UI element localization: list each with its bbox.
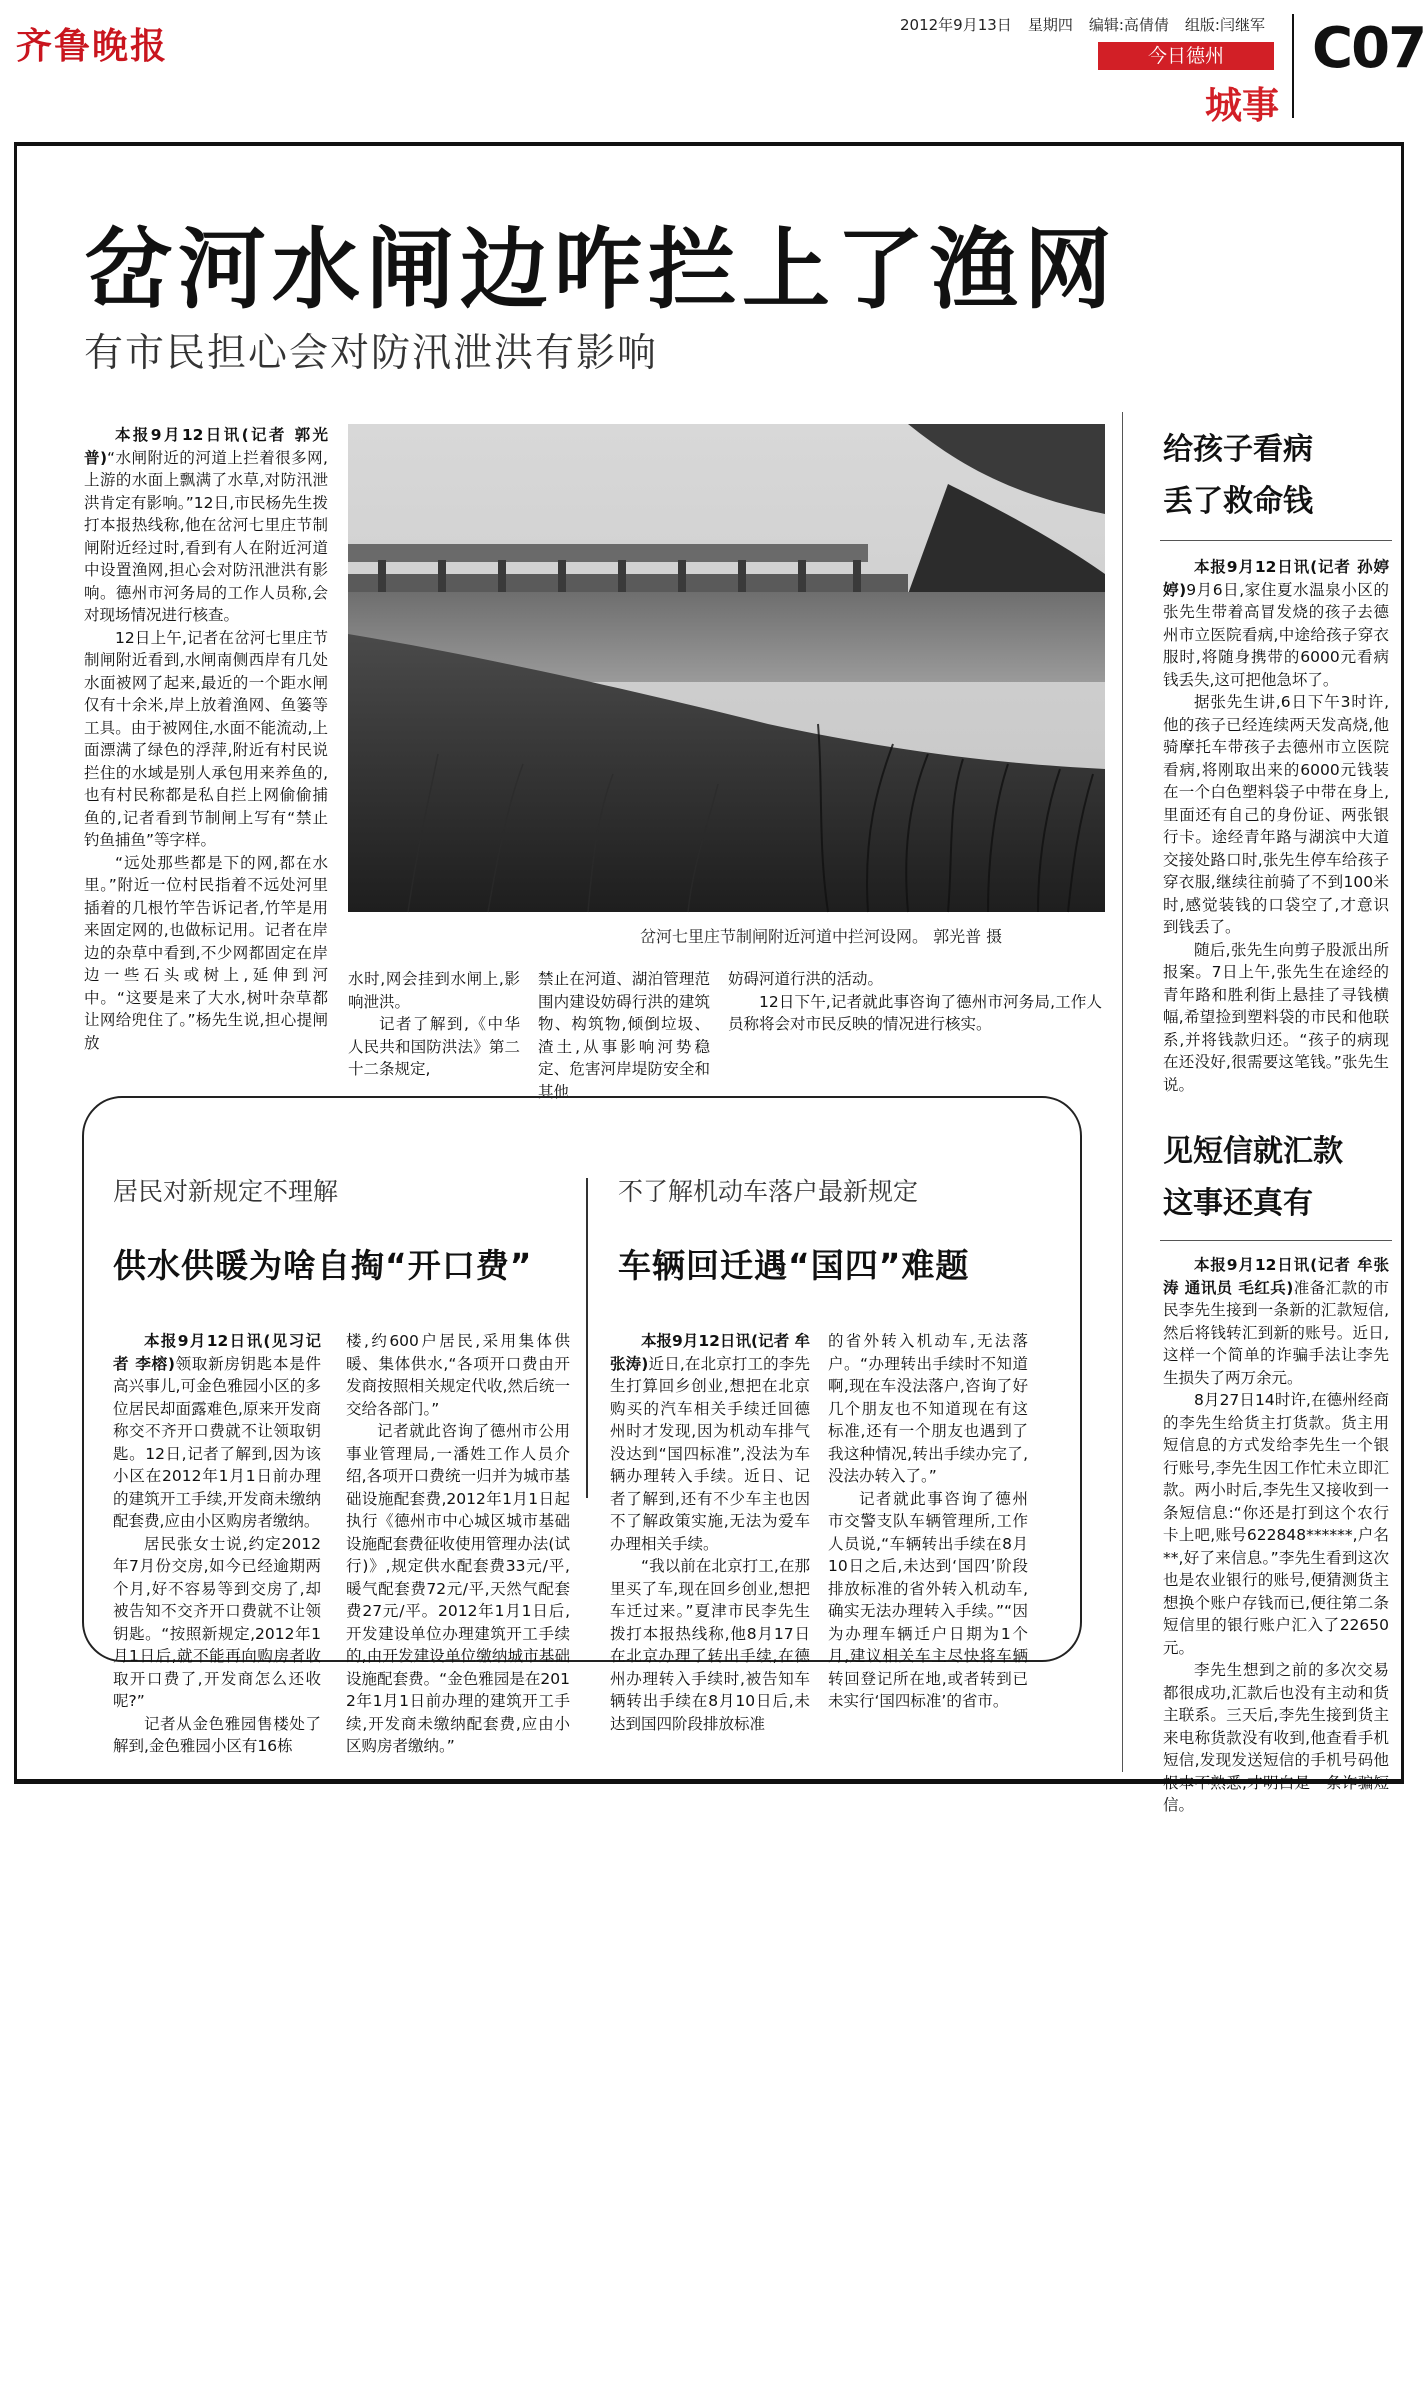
sidebar-divider (1122, 412, 1123, 1772)
side2-title (1163, 1126, 1343, 1230)
box-right-title: 车辆回迁遇“国四”难题 (618, 1246, 970, 1285)
side1-title-line1: 给孩子看病 (1163, 432, 1313, 467)
side2-title-line1: 见短信就汇款 (1163, 1134, 1343, 1169)
story-paragraph: 记者就此事咨询了德州市交警支队车辆管理所,工作人员说,“车辆转出手续在8月10日之后,未达到‘国四’阶段排放标准的省外转入机动车,确实无法办理转入手续。”“因为办理车辆迁户日期为1个月,建议相关车主尽快将车辆转回登记所在地,或者转到已未实行‘国四标准’的省市。 (828, 1489, 1028, 1710)
issue-date: 2012年9月13日 (900, 16, 1012, 34)
box-left-title: 供水供暖为啥自掏“开口费” (113, 1246, 533, 1285)
story-paragraph: 准备汇款的市民李先生接到一条新的汇款短信,然后将钱转汇到新的账号。近日,这样一个简单的诈骗手法让李先生损失了两万余元。 (1163, 1278, 1389, 1387)
story-paragraph: 领取新房钥匙本是件高兴事儿,可金色雅园小区的多位居民却面露难色,原来开发商称交不齐开口费就不让领取钥匙。12日,记者了解到,因为该小区在2012年1月1日前办理的建筑开工手续,开发商未缴纳配套费,应由小区购房者缴纳。 (113, 1354, 321, 1530)
photo-caption: 岔河七里庄节制闸附近河道中拦河设网。 郭光普 摄 (640, 927, 1003, 946)
lead-paragraph: 妨碍河道行洪的活动。 (728, 970, 884, 988)
lead-column-3 (538, 968, 710, 1101)
section-tag: 今日德州 (1098, 42, 1274, 70)
layout-credit: 组版:闫继军 (1184, 16, 1265, 34)
box-right-kicker: 不了解机动车落户最新规定 (618, 1177, 919, 1206)
lead-photo (348, 424, 1105, 912)
story-paragraph: 楼,约600户居民,采用集体供暖、集体供水,“各项开口费由开发商按照相关规定代收,然后统一交给各部门。” (346, 1332, 570, 1418)
lead-headline: 岔河水闸边咋拦上了渔网 (84, 218, 1119, 321)
page-number: C07 (1312, 16, 1425, 81)
side2-title-line2: 这事还真有 (1163, 1186, 1313, 1221)
story-paragraph: 的省外转入机动车,无法落户。“办理转出手续时不知道啊,现在车没法落户,咨询了好几个朋友也不知道现在有这标准,还有一个朋友也遇到了我这种情况,转出手续办完了,没法办转入了。” (828, 1332, 1028, 1485)
story-paragraph: 8月27日14时许,在德州经商的李先生给货主打货款。货主用短信息的方式发给李先生一个银行账号,李先生因工作忙未立即汇款。两小时后,李先生又接收到一条短信息:“你还是打到这个农行卡上吧,账号622848******,户名**,好了来信息。”李先生看到这次也是农业银行的账号,便猜测货主想换个账户存钱而已,便往第二条短信里的银行账户汇入了22650元。 (1163, 1391, 1389, 1657)
sluice-gate-photo (348, 424, 1105, 912)
newspaper-logo: 齐鲁晚报 (16, 25, 169, 67)
story-paragraph: 记者从金色雅园售楼处了解到,金色雅园小区有16栋 (113, 1714, 321, 1755)
lead-paragraph: 水时,网会挂到水闸上,影响泄洪。 (348, 970, 520, 1011)
story-paragraph: 9月6日,家住夏水温泉小区的张先生带着高冒发烧的孩子去德州市立医院看病,中途给孩子穿衣服时,将随身携带的6000元看病钱丢失,这可把他急坏了。 (1163, 580, 1389, 689)
box-divider (586, 1178, 588, 1498)
box-left-kicker: 居民对新规定不理解 (113, 1177, 339, 1206)
side2-body (1163, 1254, 1389, 1814)
lead-paragraph: 12日上午,记者在岔河七里庄节制闸附近看到,水闸南侧西岸有几处水面被网了起来,最近的一个距水闸仅有十余米,岸上放着渔网、鱼篓等工具。由于被网住,水面不能流动,上面漂满了绿色的浮萍,附近有村民说拦住的水域是别人承包用来养鱼的,也有村民称都是私自拦上网偷偷捕鱼的,记者看到节制闸上写有“禁止钓鱼捕鱼”等字样。 (84, 628, 328, 849)
lead-paragraph: “水闸附近的河道上拦着很多网,上游的水面上飘满了水草,对防汛泄洪肯定有影响。”12日,市民杨先生拨打本报热线称,他在岔河七里庄节制闸附近经过时,看到有人在附近河道中设置渔网,担心会对防汛泄洪有影响。德州市河务局的工作人员称,会对现场情况进行核查。 (84, 448, 328, 624)
editor-credit: 编辑:高倩倩 (1088, 16, 1169, 34)
side2-rule (1160, 1240, 1392, 1241)
box-right-column-1 (610, 1330, 810, 1733)
issue-meta (900, 14, 1281, 35)
lead-column-1 (84, 424, 328, 1080)
lead-paragraph: 12日下午,记者就此事咨询了德州市河务局,工作人员称将会对市民反映的情况进行核实。 (728, 992, 1102, 1033)
box-right-column-2 (828, 1330, 1028, 1710)
story-paragraph: 据张先生讲,6日下午3时许,他的孩子已经连续两天发高烧,他骑摩托车带孩子去德州市立医院看病,将刚取出来的6000元钱装在一个白色塑料袋子中带在身上,里面还有自己的身份证、两张银行卡。途经青年路与湖滨中大道交接处路口时,张先生停车给孩子穿衣服,继续往前骑了不到100米时,感觉装钱的口袋空了,才意识到钱丢了。 (1163, 693, 1389, 936)
side1-title (1163, 424, 1313, 528)
side2-dateline: 本报9月12日讯(记者 牟张涛 通讯员 毛红兵) (1163, 1256, 1389, 1297)
side1-dateline: 本报9月12日讯(记者 孙婷婷) (1163, 558, 1389, 599)
lead-paragraph: 记者了解到,《中华人民共和国防洪法》第二十二条规定, (348, 1015, 520, 1078)
box-left-column-1 (113, 1330, 321, 1755)
side1-body (1163, 556, 1389, 1112)
lead-subhead: 有市民担心会对防汛泄洪有影响 (84, 331, 659, 376)
lead-paragraph: “远处那些都是下的网,都在水里。”附近一位村民指着不远处河里插着的几根竹竿告诉记者,竹竿是用来固定网的,也做标记用。记者在岸边的杂草中看到,不少网都固定在岸边一些石头或树上,延伸到河中。“这要是来了大水,树叶杂草都让网给兜住了。”杨先生说,担心提闸放 (84, 853, 328, 1052)
section-name: 城事 (1205, 84, 1279, 127)
story-paragraph: 居民张女士说,约定2012年7月份交房,如今已经逾期两个月,好不容易等到交房了,却被告知不交齐开口费就不让领钥匙。“按照新规定,2012年1月1日后,就不能再向购房者收取开口费了,开发商怎么还收呢?” (113, 1534, 321, 1710)
story-paragraph: 近日,在北京打工的李先生打算回乡创业,想把在北京购买的汽车相关手续迁回德州时才发现,因为机动车排气没达到“国四标准”,没法为车辆办理转入手续。近日、记者了解到,还有不少车主也因不了解政策实施,无法为爱车办理相关手续。 (610, 1354, 810, 1553)
masthead-divider (1292, 14, 1294, 118)
lead-dateline: 本报9月12日讯(记者 郭光普) (84, 426, 328, 467)
issue-weekday: 星期四 (1027, 16, 1073, 34)
story-paragraph: “我以前在北京打工,在那里买了车,现在回乡创业,想把车迁过来。”夏津市民李先生拨打本报热线称,他8月17日在北京办理了转出手续,在德州办理转入手续时,被告知车辆转出手续在8月10日后,未达到国四阶段排放标准 (610, 1557, 810, 1733)
lead-column-2 (348, 968, 520, 1080)
story-paragraph: 记者就此咨询了德州市公用事业管理局,一潘姓工作人员介绍,各项开口费统一归并为城市基础设施配套费,2012年1月1日起执行《德州市中心城区城市基础设施配套费征收使用管理办法(试行)》,规定供水配套费33元/平,暖气配套费72元/平,天然气配套费27元/平。2012年1月1日后,开发建设单位办理建筑开工手续的,由开发建设单位缴纳城市基础设施配套费。“金色雅园是在2012年1月1日前办理的建筑开工手续,开发商未缴纳配套费,应由小区购房者缴纳。” (346, 1422, 570, 1755)
side1-rule (1160, 540, 1392, 541)
box-left-dateline: 本报9月12日讯(见习记者 李榕) (113, 1332, 321, 1373)
side1-title-line2: 丢了救命钱 (1163, 484, 1313, 519)
box-right-dateline: 本报9月12日讯(记者 牟张涛) (610, 1332, 810, 1373)
story-paragraph: 随后,张先生向剪子股派出所报案。7日上午,张先生在途经的青年路和胜利街上悬挂了寻钱横幅,希望捡到塑料袋的市民和他联系,并将钱款归还。“孩子的病现在还没好,很需要这笔钱。”张先生说。 (1163, 940, 1389, 1094)
story-paragraph: 李先生想到之前的多次交易都很成功,汇款后也没有主动和货主联系。三天后,李先生接到货主来电称货款没有收到,他查看手机短信,发现发送短信的手机号码他根本不熟悉,才明白是一条诈骗短信。 (1163, 1661, 1389, 1814)
lead-paragraph: 禁止在河道、湖泊管理范围内建设妨碍行洪的建筑物、构筑物,倾倒垃圾、渣土,从事影响河势稳定、危害河岸堤防安全和其他 (538, 970, 710, 1101)
lead-column-4 (728, 968, 1102, 1080)
box-left-column-2 (346, 1330, 570, 1755)
